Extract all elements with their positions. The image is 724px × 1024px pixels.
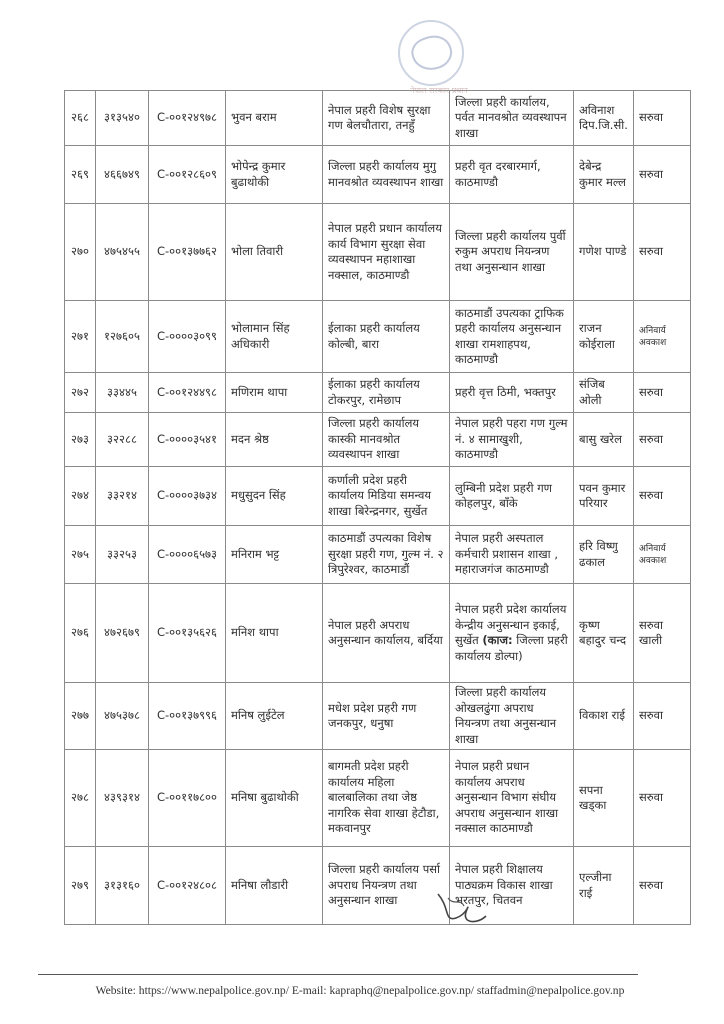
remark-cell: सरुवा [634,413,691,467]
employee-id-cell: ४७५४५५ [96,204,149,301]
deputation-label: (काज: [482,633,513,647]
new-office-cell: नेपाल प्रहरी शिक्षालय पाठ्यक्रम विकास शाखा भरतपुर, चितवन [450,847,574,925]
table-row [65,750,691,847]
replacement-cell: कृष्ण बहादुर चन्द [574,584,634,683]
name-cell: मनिराम भट्ट [226,526,323,584]
employee-id-cell: ३३४४५ [96,373,149,413]
table-row [65,584,691,683]
remark-cell: सरुवा [634,750,691,847]
serial-number-cell: २७५ [65,526,96,584]
code-number-cell: C-००१३७९९६ [149,683,226,750]
table-row [65,301,691,373]
serial-number-cell: २६९ [65,146,96,204]
remark-cell: सरुवा [634,847,691,925]
name-cell: मदन श्रेष्ठ [226,413,323,467]
new-office-cell: जिल्ला प्रहरी कार्यालय ओखलढुंगा अपराध नियन्त्रण तथा अनुसन्धान शाखा [450,683,574,750]
code-number-cell: C-००००३७३४ [149,467,226,526]
serial-number-cell: २७८ [65,750,96,847]
replacement-cell: संजिब ओली [574,373,634,413]
current-office-cell: जिल्ला प्रहरी कार्यालय पर्सा अपराध नियन्त्रण तथा अनुसन्धान शाखा [323,847,450,925]
employee-id-cell: ३३२१४ [96,467,149,526]
replacement-cell: अविनाश दिप.जि.सी. [574,91,634,146]
remark-cell: सरुवा [634,467,691,526]
code-number-cell: C-००००३०९९ [149,301,226,373]
remark-cell: अनिवार्य अवकाश [634,301,691,373]
signature-mark [430,888,490,928]
name-cell: भोलामान सिंह अधिकारी [226,301,323,373]
table-row [65,204,691,301]
table-row [65,146,691,204]
new-office-cell: लुम्बिनी प्रदेश प्रहरी गण कोहलपुर, बाँके [450,467,574,526]
current-office-cell: जिल्ला प्रहरी कार्यालय मुगु मानवश्रोत व्यवस्थापन शाखा [323,146,450,204]
remark-cell: सरुवा [634,91,691,146]
serial-number-cell: २७० [65,204,96,301]
serial-number-cell: २७२ [65,373,96,413]
current-office-cell: मधेश प्रदेश प्रहरी गण जनकपुर, धनुषा [323,683,450,750]
new-office-cell: जिल्ला प्रहरी कार्यालय, पर्वत मानवश्रोत व्यवस्थापन शाखा [450,91,574,146]
new-office-cell [450,584,574,683]
replacement-cell: गणेश पाण्डे [574,204,634,301]
new-office-cell: काठमाडौं उपत्यका ट्राफिक प्रहरी कार्यालय अनुसन्धान शाखा रामशाहपथ, काठमाण्डौ [450,301,574,373]
name-cell: मनिषा लौडारी [226,847,323,925]
replacement-cell: सपना खड्का [574,750,634,847]
footer-divider [38,974,638,975]
replacement-cell: बासु खरेल [574,413,634,467]
name-cell: मणिराम थापा [226,373,323,413]
code-number-cell: C-००१२४४९८ [149,373,226,413]
serial-number-cell: २७४ [65,467,96,526]
current-office-cell: ईलाका प्रहरी कार्यालय कोल्बी, बारा [323,301,450,373]
code-number-cell: C-००१२४९७८ [149,91,226,146]
seal-text: नेपाल सरकार प्रधान [410,86,468,95]
name-cell: मधुसुदन सिंह [226,467,323,526]
remark-cell: सरुवा [634,373,691,413]
new-office-text: नेपाल प्रहरी प्रदेश कार्यालय केन्द्रीय अनुसन्धान इकाई, सुर्खेत [455,602,567,647]
table-row [65,373,691,413]
employee-id-cell: ३१३१६० [96,847,149,925]
serial-number-cell: २७९ [65,847,96,925]
code-number-cell: C-००१२८६०९ [149,146,226,204]
serial-number-cell: २६८ [65,91,96,146]
name-cell: मनिष लुईटेल [226,683,323,750]
employee-id-cell: ४७५३७८ [96,683,149,750]
employee-id-cell: ३१३५४० [96,91,149,146]
current-office-cell: जिल्ला प्रहरी कार्यालय कास्की मानवश्रोत व्यवस्थापन शाखा [323,413,450,467]
new-office-cell: नेपाल प्रहरी अस्पताल कर्मचारी प्रशासन शाखा , महाराजगंज काठमाण्डौ [450,526,574,584]
remark-cell: सरुवा खाली [634,584,691,683]
table-row [65,847,691,925]
table-row [65,91,691,146]
code-number-cell: C-००००३५४१ [149,413,226,467]
remark-cell: सरुवा [634,683,691,750]
current-office-cell: नेपाल प्रहरी अपराध अनुसन्धान कार्यालय, बर्दिया [323,584,450,683]
name-cell: मनिश थापा [226,584,323,683]
transfer-roster-table [64,90,691,925]
replacement-cell: राजन कोईराला [574,301,634,373]
employee-id-cell: ४७२६७९ [96,584,149,683]
new-office-cell: जिल्ला प्रहरी कार्यालय पुर्वी रुकुम अपराध नियन्त्रण तथा अनुसन्धान शाखा [450,204,574,301]
employee-id-cell: ३३२५३ [96,526,149,584]
serial-number-cell: २७३ [65,413,96,467]
name-cell: भोपेन्द्र कुमार बुढाथोकी [226,146,323,204]
current-office-cell: बागमती प्रदेश प्रहरी कार्यालय महिला बालबालिका तथा जेष्ठ नागरिक सेवा शाखा हेटौडा, मकवानपुर [323,750,450,847]
replacement-cell: एल्जीना राई [574,847,634,925]
replacement-cell: हरि विष्णु ढकाल [574,526,634,584]
current-office-cell: नेपाल प्रहरी विशेष सुरक्षा गण बेलचौतारा, तनहुँ [323,91,450,146]
employee-id-cell: ४६६७४९ [96,146,149,204]
remark-cell: अनिवार्य अवकाश [634,526,691,584]
deputation-office: जिल्ला प्रहरी कार्यालय डोल्पा) [455,633,568,663]
employee-id-cell: ३२२८८ [96,413,149,467]
code-number-cell: C-००१३७७६२ [149,204,226,301]
table-row [65,467,691,526]
employee-id-cell: ४३९३१४ [96,750,149,847]
current-office-cell: काठमाडौं उपत्यका विशेष सुरक्षा प्रहरी गण, गुल्म नं. २ त्रिपुरेश्वर, काठमाडौं [323,526,450,584]
remark-cell: सरुवा [634,146,691,204]
replacement-cell: पवन कुमार परियार [574,467,634,526]
serial-number-cell: २७७ [65,683,96,750]
new-office-cell: नेपाल प्रहरी प्रधान कार्यालय अपराध अनुसन्धान विभाग संघीय अपराध अनुसन्धान शाखा नक्साल काठमाण्डौ [450,750,574,847]
footer-contact: Website: https://www.nepalpolice.gov.np/ E-mail: kapraphq@nepalpolice.gov.np/ staffadmin@nepalpolice.gov.np [95,984,625,997]
current-office-cell: कर्णाली प्रदेश प्रहरी कार्यालय मिडिया समन्वय शाखा बिरेन्द्रनगर, सुर्खेत [323,467,450,526]
code-number-cell: C-००१३५६२६ [149,584,226,683]
new-office-cell: प्रहरी वृत्त ठिमी, भक्तपुर [450,373,574,413]
name-cell: भुवन बराम [226,91,323,146]
current-office-cell: ईलाका प्रहरी कार्यालय टोकरपुर, रामेछाप [323,373,450,413]
nepal-police-seal-stamp [398,20,464,86]
current-office-cell: नेपाल प्रहरी प्रधान कार्यालय कार्य विभाग सुरक्षा सेवा व्यवस्थापन महाशाखा नक्साल, काठमाण्डौ [323,204,450,301]
table-row [65,526,691,584]
table-row [65,413,691,467]
code-number-cell: C-००००६५७३ [149,526,226,584]
code-number-cell: C-००१२४८०८ [149,847,226,925]
employee-id-cell: १२७६०५ [96,301,149,373]
new-office-cell: नेपाल प्रहरी पहरा गण गुल्म नं. ४ सामाखुशी, काठमाण्डौ [450,413,574,467]
replacement-cell: देबेन्द्र कुमार मल्ल [574,146,634,204]
table-row [65,683,691,750]
replacement-cell: विकाश राई [574,683,634,750]
remark-cell: सरुवा [634,204,691,301]
name-cell: भोला तिवारी [226,204,323,301]
serial-number-cell: २७६ [65,584,96,683]
serial-number-cell: २७१ [65,301,96,373]
code-number-cell: C-००११७८०० [149,750,226,847]
name-cell: मनिषा बुढाथोकी [226,750,323,847]
new-office-cell: प्रहरी वृत दरबारमार्ग, काठमाण्डौ [450,146,574,204]
